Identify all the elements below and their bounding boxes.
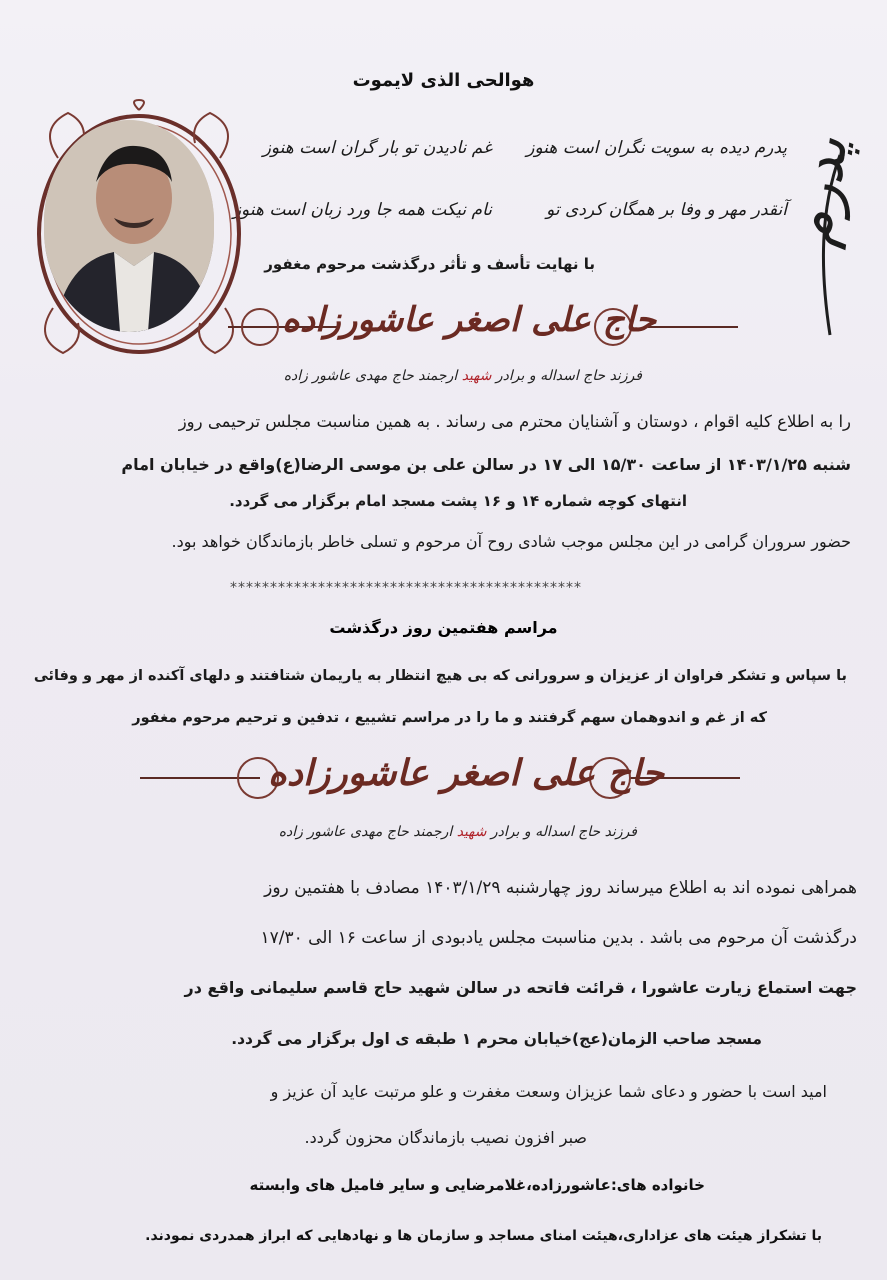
seventh-line3: جهت استماع زیارت عاشورا ، قرائت فاتحه در سالن شهید حاج قاسم سلیمانی واقع در	[184, 978, 857, 997]
lineage-martyr-2: شهید	[456, 824, 487, 840]
thanks-line2: که از غم و اندوهمان سهم گرفتند و ما را در مراسم تشییع ، تدفین و ترحیم مرحوم مغفور	[132, 710, 767, 726]
announcement-line4: حضور سروران گرامی در این مجلس موجب شادی روح آن مرحوم و تسلی خاطر بازماندگان خواهد بود.	[171, 532, 851, 551]
acknowledgement: با تشکراز هیئت های عزاداری،هیئت امنای مساجد و سازمان ها و نهادهایی که ابراز همدردی نمودند.	[145, 1228, 822, 1244]
intro-text: با نهایت تأسف و تأثر درگذشت مرحوم مغفور	[264, 255, 595, 273]
lineage-prefix-2: فرزند حاج اسداله و برادر	[490, 824, 637, 840]
poem-line2-right: آنقدر مهر و وفا بر همگان کردی تو	[546, 200, 787, 220]
thanks-line1: با سپاس و تشکر فراوان از عزیزان و سرورانی که بی هیچ انتظار به یاریمان شتافتند و دلهای آکنده از مهر و وفائی	[33, 668, 847, 684]
announcement-line3: انتهای کوچه شماره ۱۴ و ۱۶ پشت مسجد امام برگزار می گردد.	[229, 492, 687, 510]
seventh-line5: امید است با حضور و دعای شما عزیزان وسعت مغفرت و علو مرتبت عاید آن عزیز و	[270, 1082, 827, 1101]
deceased-name-1: حاج علی اصغر عاشورزاده	[282, 300, 657, 340]
lineage-1	[284, 368, 642, 384]
seventh-line2: درگذشت آن مرحوم می باشد . بدین مناسبت مجلس یادبودی از ساعت ۱۶ الی ۱۷/۳۰	[260, 928, 857, 948]
seventh-line6: صبر افزون نصیب بازماندگان محزون گردد.	[304, 1128, 587, 1147]
lineage-suffix-2: ارجمند حاج مهدی عاشور زاده	[278, 824, 453, 840]
portrait-illustration	[44, 120, 214, 332]
announcement-line1: را به اطلاع کلیه اقوام ، دوستان و آشنایان محترم می رساند . به همین مناسبت مجلس ترحیمی روز	[178, 412, 851, 431]
announcement-line2: شنبه ۱۴۰۳/۱/۲۵ از ساعت ۱۵/۳۰ الی ۱۷ در سالن علی بن موسی الرضا(ع)واقع در خیابان امام	[121, 455, 851, 474]
poem-line2-left: نام نیکت همه جا ورد زبان است هنوز	[232, 200, 492, 220]
lineage-martyr: شهید	[461, 368, 492, 384]
deceased-photo	[44, 120, 214, 332]
deceased-name-2: حاج علی اصغر عاشورزاده	[268, 752, 665, 794]
seventh-day-title: مراسم هفتمین روز درگذشت	[329, 618, 558, 637]
divider: ********************************************	[230, 580, 582, 596]
families: خانواده های:عاشورزاده،غلامرضایی و سایر فامیل های وابسته	[249, 1176, 705, 1194]
side-title-text: پدرم	[777, 131, 861, 251]
seventh-line4: مسجد صاحب الزمان(عج)خیابان محرم ۱ طبقه ی اول برگزار می گردد.	[231, 1030, 762, 1048]
lineage-prefix: فرزند حاج اسداله و برادر	[495, 368, 642, 384]
side-flourish	[800, 150, 860, 340]
poem-line1-left: غم نادیدن تو بار گران است هنوز	[262, 138, 492, 158]
invocation-heading: هوالحی الذی لایموت	[352, 70, 535, 91]
seventh-line1: همراهی نموده اند به اطلاع میرساند روز چهارشنبه ۱۴۰۳/۱/۲۹ مصادف با هفتمین روز	[264, 878, 857, 898]
poem-line1-right: پدرم دیده به سویت نگران است هنوز	[526, 138, 787, 158]
lineage-suffix: ارجمند حاج مهدی عاشور زاده	[283, 368, 458, 384]
lineage-2	[279, 824, 637, 840]
